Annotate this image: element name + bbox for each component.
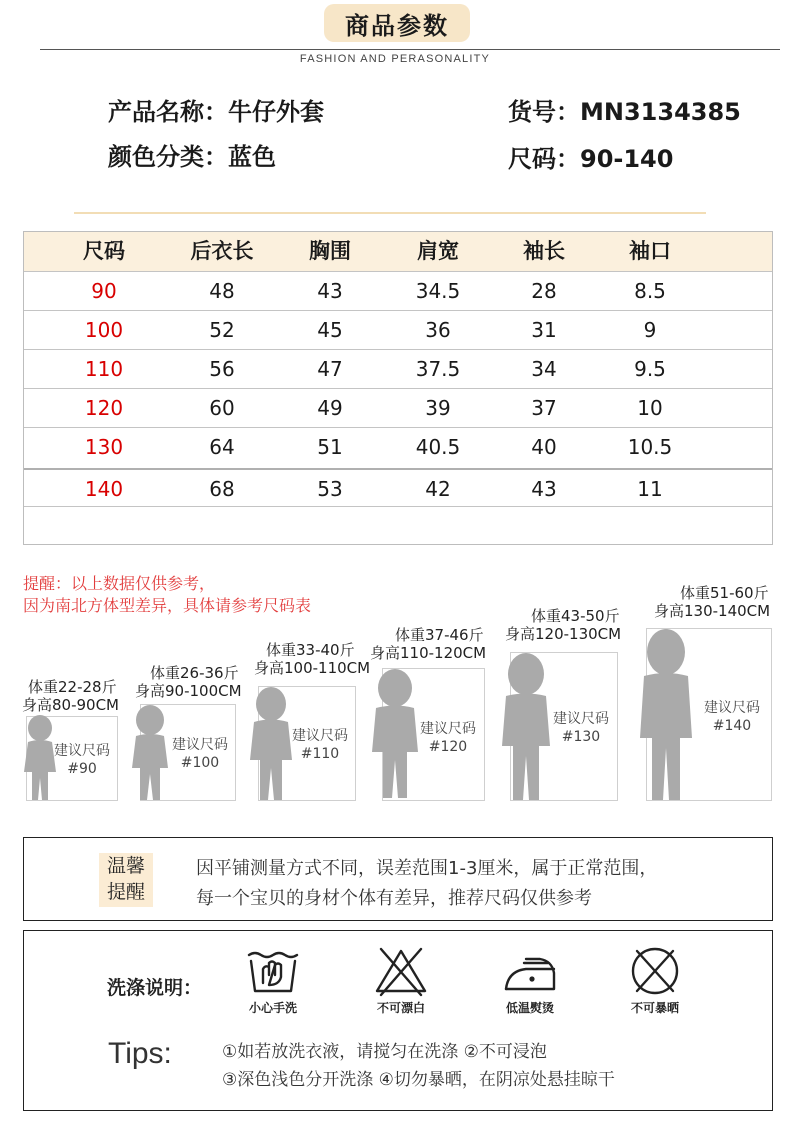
low-temp-iron-icon: [500, 945, 560, 997]
tips-line-2: ③深色浅色分开洗涤 ④切勿暴晒，在阴凉处悬挂晾干: [222, 1070, 615, 1090]
wash-item-label: 不可漂白: [376, 1001, 425, 1015]
kid-weight: 体重37-46斤: [395, 626, 484, 644]
kid-rec-size: #130: [561, 729, 601, 745]
product-size-value: 90-140: [580, 145, 674, 173]
hand-wash-icon: [243, 945, 303, 997]
size-table-header: [24, 232, 772, 271]
table-cell: 49: [317, 396, 343, 420]
table-cell: 43: [531, 477, 557, 501]
section-title: 商品参数: [324, 4, 470, 42]
product-sku-value: MN3134385: [580, 98, 741, 126]
header-cell-length: 后衣长: [190, 239, 254, 263]
product-size-label: 尺码：: [508, 145, 580, 173]
table-cell: 40: [531, 435, 557, 459]
warm-tip-box: [23, 837, 773, 921]
table-cell: 53: [317, 477, 343, 501]
kid-rec-size: #90: [67, 761, 97, 777]
tips-line-1: ①如若放洗衣液，请搅匀在洗涤 ②不可浸泡: [222, 1042, 547, 1062]
table-row: [24, 468, 772, 507]
wash-item-label: 低温熨烫: [505, 1001, 554, 1015]
table-cell: 47: [317, 357, 343, 381]
kid-rec-size: #100: [180, 755, 220, 771]
product-name-label: 产品名称：: [108, 98, 228, 126]
header-cell-chest: 胸围: [309, 239, 351, 263]
kid-rec-label: 建议尺码: [54, 743, 110, 759]
size-table: [23, 231, 773, 545]
header-cell-cuff: 袖口: [629, 239, 671, 263]
table-cell: 64: [209, 435, 235, 459]
table-cell: 10: [637, 396, 663, 420]
table-cell: 100: [84, 318, 124, 342]
kid-weight: 体重22-28斤: [28, 678, 117, 696]
product-color-value: 蓝色: [228, 143, 276, 171]
kid-rec-size: #120: [428, 739, 468, 755]
kid-height: 身高100-110CM: [254, 659, 371, 677]
header-cell-shoulder: 肩宽: [417, 239, 459, 263]
table-cell: 60: [209, 396, 235, 420]
kid-height: 身高130-140CM: [654, 602, 771, 620]
table-row: [24, 427, 772, 466]
table-cell: 39: [425, 396, 451, 420]
table-cell: 42: [425, 477, 451, 501]
kid-weight: 体重43-50斤: [531, 607, 620, 625]
table-cell: 9: [643, 318, 657, 342]
table-cell: 10.5: [627, 435, 673, 459]
table-cell: 36: [425, 318, 451, 342]
wash-item-label: 不可暴晒: [630, 1001, 679, 1015]
kid-weight: 体重51-60斤: [680, 584, 769, 602]
table-cell: 34.5: [415, 279, 461, 303]
header-divider: [40, 49, 780, 50]
table-row: [24, 349, 772, 388]
section-subtitle: FASHION AND PERASONALITY: [299, 53, 491, 65]
warm-tip-badge: [99, 853, 153, 907]
table-cell: 11: [637, 477, 663, 501]
table-cell: 120: [84, 396, 124, 420]
table-cell: 34: [531, 357, 557, 381]
wash-item-label: 小心手洗: [248, 1001, 297, 1015]
product-sku-label: 货号：: [508, 98, 580, 126]
table-cell: 40.5: [415, 435, 461, 459]
table-row: [24, 271, 772, 310]
washing-title: 洗涤说明：: [107, 977, 203, 999]
header-cell-size: 尺码: [83, 239, 125, 263]
table-cell: 51: [317, 435, 343, 459]
product-size-range: [508, 139, 673, 174]
product-name-value: 牛仔外套: [228, 98, 324, 126]
table-cell: 130: [84, 435, 124, 459]
kid-rec-label: 建议尺码: [172, 737, 228, 753]
table-cell: 56: [209, 357, 235, 381]
kid-rec-label: 建议尺码: [553, 711, 609, 727]
warm-tip-line-1: 因平铺测量方式不同，误差范围1-3厘米，属于正常范围，: [196, 858, 658, 879]
tips-label: Tips:: [108, 1037, 172, 1070]
wash-item-hand: [233, 945, 313, 1017]
table-cell: 28: [531, 279, 557, 303]
table-cell: 52: [209, 318, 235, 342]
table-cell: 37.5: [415, 357, 461, 381]
info-divider: [74, 212, 706, 214]
no-sun-dry-icon: [625, 945, 685, 997]
header-cell-sleeve: 袖长: [523, 239, 565, 263]
kid-rec-label: 建议尺码: [704, 700, 760, 716]
kid-height: 身高110-120CM: [370, 644, 487, 662]
product-color: [108, 137, 276, 172]
kid-height: 身高90-100CM: [135, 682, 242, 700]
table-cell: 45: [317, 318, 343, 342]
wash-item-sun: [615, 945, 695, 1017]
kid-rec-label: 建议尺码: [420, 721, 476, 737]
kid-weight: 体重26-36斤: [150, 664, 239, 682]
table-row: [24, 388, 772, 427]
product-sku: [508, 92, 741, 127]
washing-box: [23, 930, 773, 1111]
warm-tip-badge-line-1: 温馨: [106, 855, 145, 877]
table-cell: 37: [531, 396, 557, 420]
table-row-empty: [24, 506, 772, 545]
kid-rec-label: 建议尺码: [292, 728, 348, 744]
table-row: [24, 310, 772, 349]
kid-weight: 体重33-40斤: [266, 641, 355, 659]
table-cell: 31: [531, 318, 557, 342]
warm-tip-line-2: 每一个宝贝的身材个体有差异，推荐尺码仅供参考: [196, 888, 592, 909]
product-name: [108, 92, 324, 127]
table-cell: 140: [84, 477, 124, 501]
kid-rec-size: #140: [712, 718, 752, 734]
kid-height: 身高120-130CM: [505, 625, 622, 643]
reminder-line-2: 因为南北方体型差异，具体请参考尺码表: [23, 596, 312, 615]
warm-tip-badge-line-2: 提醒: [106, 881, 145, 903]
wash-item-bleach: [361, 945, 441, 1017]
kid-height: 身高80-90CM: [22, 696, 120, 714]
wash-item-iron: [490, 945, 570, 1017]
table-cell: 8.5: [634, 279, 666, 303]
table-cell: 9.5: [634, 357, 666, 381]
product-color-label: 颜色分类：: [108, 143, 228, 171]
reminder-line-1: 提醒：以上数据仅供参考，: [23, 574, 216, 593]
table-cell: 43: [317, 279, 343, 303]
table-cell: 90: [91, 279, 117, 303]
table-cell: 68: [209, 477, 235, 501]
table-cell: 110: [84, 357, 124, 381]
kid-rec-size: #110: [300, 746, 340, 762]
no-bleach-icon: [371, 945, 431, 997]
table-cell: 48: [209, 279, 235, 303]
